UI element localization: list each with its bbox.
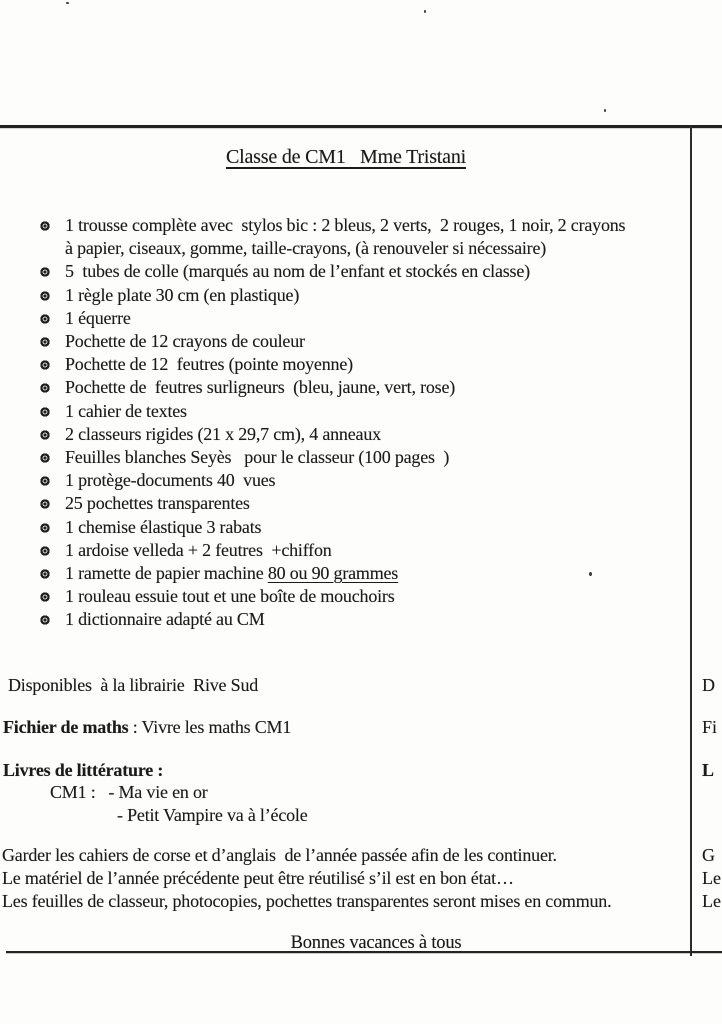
availability-note: Disponibles à la librairie Rive Sud [8, 675, 259, 695]
scan-speck [424, 10, 426, 13]
note-shared-supplies: Les feuilles de classeur, photocopies, pochettes transparentes seront mises en commun. [2, 891, 612, 911]
supply-item-text: 1 cahier de textes [65, 400, 187, 421]
supply-item [38, 608, 686, 631]
supply-item [38, 446, 686, 469]
supply-item [38, 562, 686, 585]
edge-fragment: Le [702, 868, 721, 888]
maths-heading: Fichier de maths [3, 717, 129, 737]
edge-fragment: L [702, 760, 715, 780]
supply-item [38, 376, 686, 399]
supply-item [38, 214, 686, 260]
bullet-icon [40, 314, 50, 324]
literature-heading: Livres de littérature : [3, 760, 164, 780]
supply-item-text: 1 ardoise velleda + 2 feutres +chiffon [65, 539, 332, 560]
bullet-icon [40, 592, 50, 602]
bullet-icon [40, 453, 50, 463]
supply-item-text: 1 trousse complète avec stylos bic : 2 bleus, 2 verts, 2 rouges, 1 noir, 2 crayons [65, 215, 626, 235]
supply-item [38, 539, 686, 562]
bullet-icon [40, 337, 50, 347]
supply-item-text: Pochette de feutres surligneurs (bleu, jaune, vert, rose) [65, 377, 456, 398]
supply-item [38, 400, 686, 423]
edge-fragment: Le [702, 891, 721, 911]
bullet-icon [40, 499, 50, 509]
scan-speck [66, 2, 69, 4]
supply-item [38, 260, 686, 283]
bullet-icon [40, 546, 50, 556]
supply-item-text: 25 pochettes transparentes [65, 493, 250, 514]
supply-item-text: 1 équerre [65, 307, 131, 328]
supply-item-text [65, 562, 686, 585]
supply-item [38, 423, 686, 446]
supply-item-text: 1 rouleau essuie tout et une boîte de mouchoirs [65, 586, 395, 607]
supply-item [38, 516, 686, 539]
right-border-rule [690, 126, 692, 956]
bullet-icon [40, 523, 50, 533]
maths-workbook-line [3, 715, 291, 739]
supply-item-text-underlined: 80 ou 90 grammes [267, 563, 399, 584]
supply-list [38, 214, 686, 632]
supply-item-text: 5 tubes de colle (marqués au nom de l’enfant et stockés en classe) [65, 261, 530, 282]
supply-item-text: à papier, ciseaux, gomme, taille-crayons, (à renouveler si nécessaire) [65, 238, 547, 259]
literature-book-2: - Petit Vampire va à l’école [117, 805, 308, 825]
supply-item-text: Pochette de 12 crayons de couleur [65, 331, 305, 352]
supply-item [38, 353, 686, 376]
supply-item-text: 1 dictionnaire adapté au CM [65, 609, 265, 630]
bullet-icon [40, 407, 50, 417]
literature-book-1: CM1 : - Ma vie en or [50, 782, 208, 802]
edge-fragment: Fi [702, 717, 718, 737]
top-border-rule [0, 125, 722, 128]
bullet-icon [40, 569, 50, 579]
supply-item-text: Feuilles blanches Seyès pour le classeur (100 pages ) [65, 447, 450, 468]
supply-item-text-prefix: 1 ramette de papier machine [65, 563, 268, 584]
bullet-icon [40, 383, 50, 393]
bullet-icon [40, 476, 50, 486]
supply-item-text: 1 chemise élastique 3 rabats [65, 516, 262, 537]
bullet-icon [40, 221, 50, 231]
supply-item-text: 2 classeurs rigides (21 x 29,7 cm), 4 anneaux [65, 423, 381, 444]
supply-item [38, 585, 686, 608]
bullet-icon [40, 360, 50, 370]
edge-fragment: G [702, 845, 715, 865]
supply-item [38, 284, 686, 307]
bullet-icon [40, 291, 50, 301]
note-reuse-material: Le matériel de l’année précédente peut être réutilisé s’il est en bon état… [2, 868, 514, 888]
page-title: Classe de CM1 Mme Tristani [226, 146, 466, 168]
bullet-icon [40, 430, 50, 440]
supply-item [38, 307, 686, 330]
bullet-icon [40, 267, 50, 277]
bullet-icon [40, 615, 50, 625]
supply-item-text: 1 règle plate 30 cm (en plastique) [65, 284, 300, 305]
scan-speck [604, 109, 606, 112]
supply-item [38, 330, 686, 353]
supply-item [38, 492, 686, 515]
supply-item-text: Pochette de 12 feutres (pointe moyenne) [65, 354, 353, 375]
supply-item-text: 1 protège-documents 40 vues [65, 470, 276, 491]
supply-item [38, 469, 686, 492]
closing-message: Bonnes vacances à tous [290, 933, 462, 953]
edge-fragment: D [702, 675, 715, 695]
maths-value: : Vivre les maths CM1 [128, 717, 292, 737]
note-keep-notebooks: Garder les cahiers de corse et d’anglais de l’année passée afin de les continuer. [2, 845, 557, 865]
